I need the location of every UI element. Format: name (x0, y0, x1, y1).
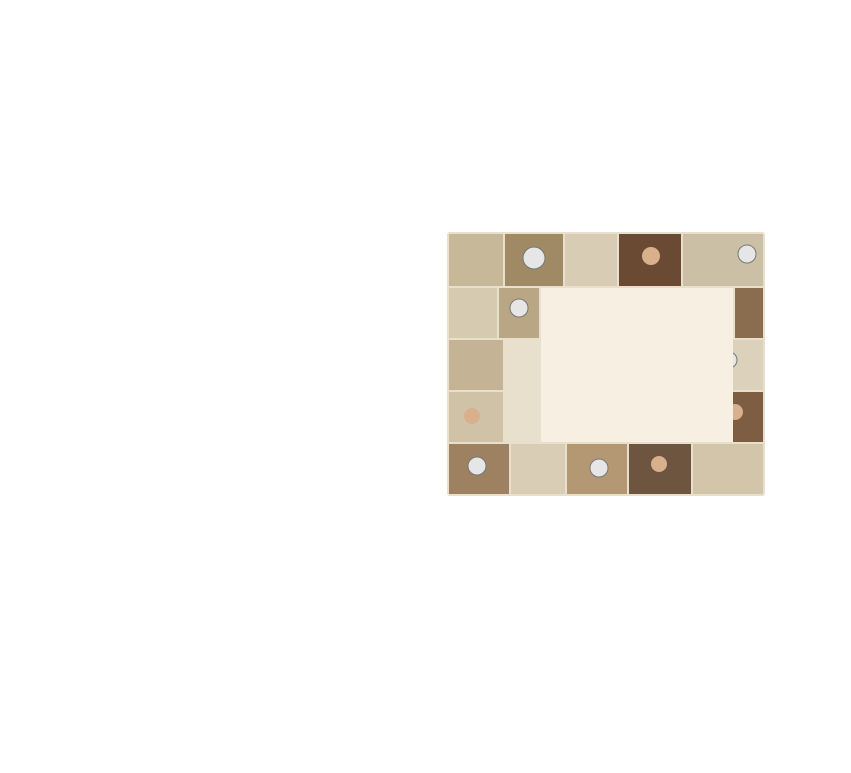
figure-illustration (447, 232, 765, 496)
figure-1 (447, 232, 765, 496)
affiliations-line-1 (0, 122, 851, 142)
panel-scales (449, 340, 503, 390)
panel-legal-reasoning (511, 444, 565, 494)
panel-legal-application (693, 444, 763, 494)
panel-legal-language (565, 234, 617, 286)
panel-tort-book (449, 234, 503, 286)
affiliations-line-2 (0, 143, 851, 163)
panel-law-society (449, 288, 497, 338)
panel-legal-ethics-robot (735, 288, 763, 338)
